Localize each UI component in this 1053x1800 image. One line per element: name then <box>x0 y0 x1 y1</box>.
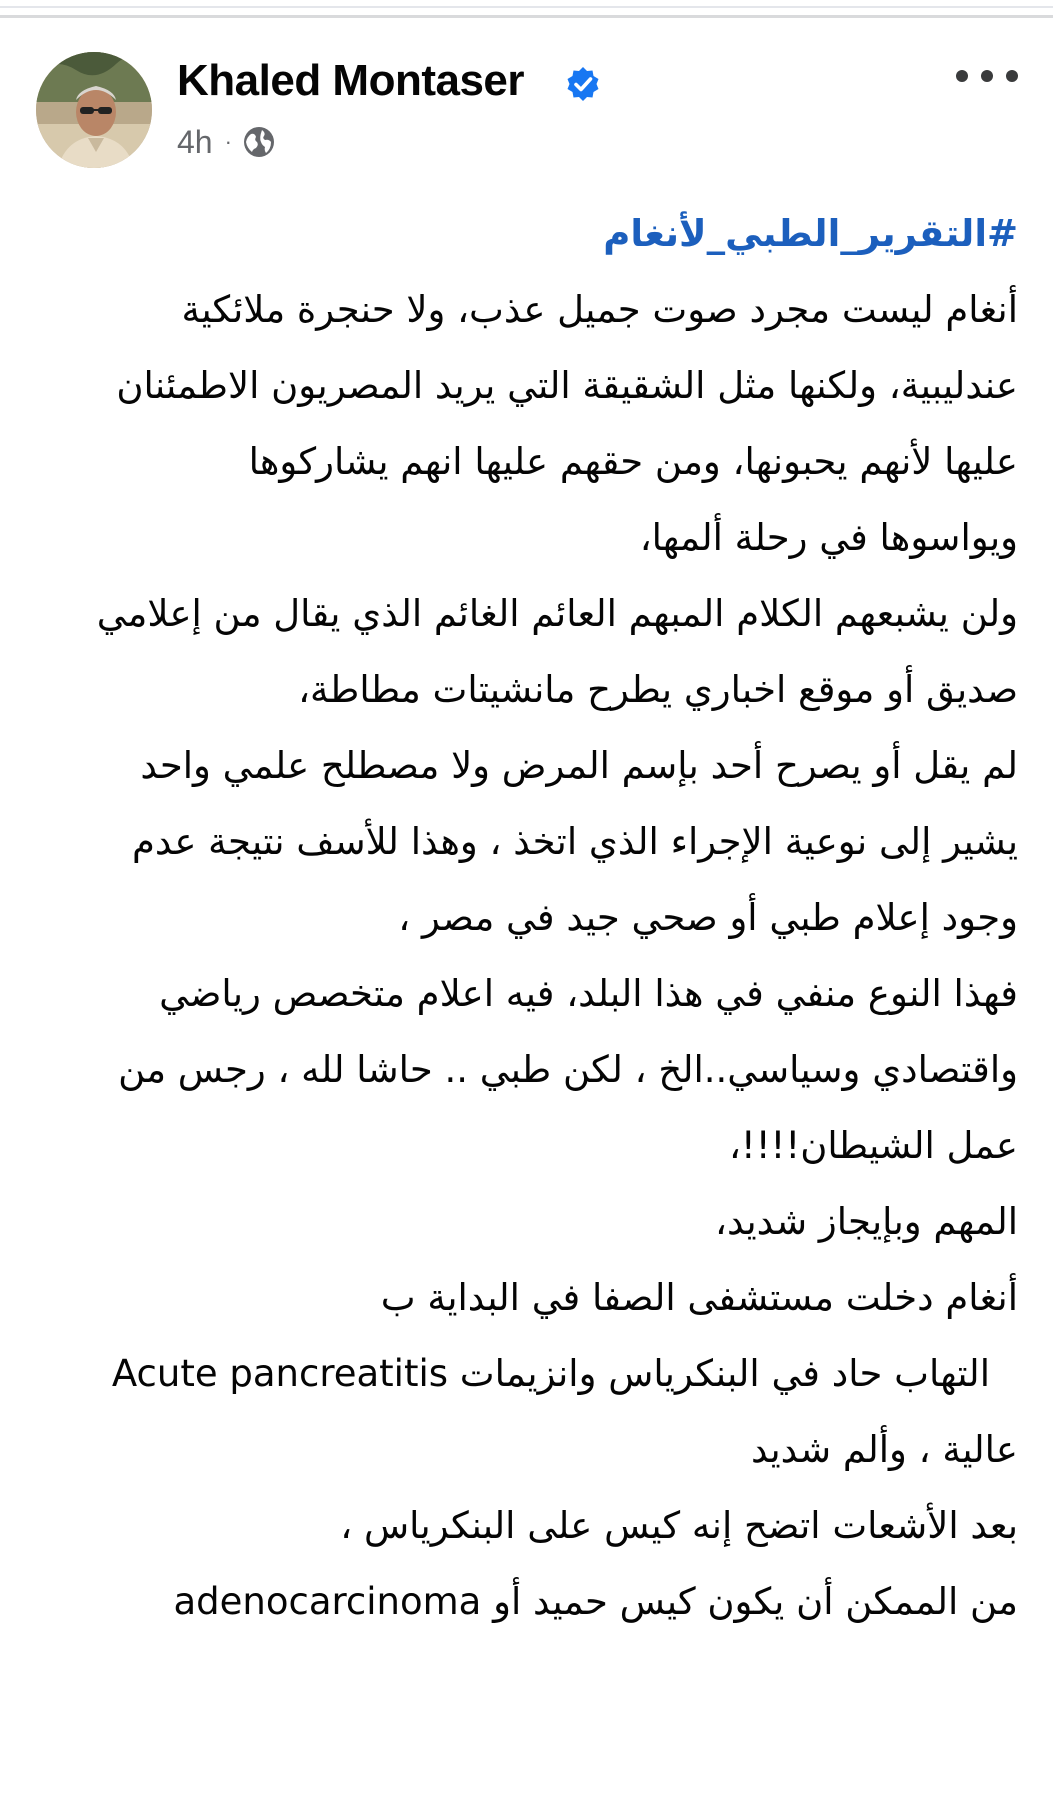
post-text-line: عالية ، وألم شديد <box>750 1428 1018 1471</box>
post-text-line: عليها لأنهم يحبونها، ومن حقهم عليها انهم يشاركوها <box>248 440 1018 483</box>
post-meta <box>177 120 276 164</box>
post-text-line: أنغام دخلت مستشفى الصفا في البداية ب <box>380 1276 1018 1319</box>
post-text-line: ولن يشبعهم الكلام المبهم العائم الغائم الذي يقال من إعلامي <box>96 592 1018 635</box>
more-options-button[interactable] <box>956 60 1018 92</box>
post-text-line: يشير إلى نوعية الإجراء الذي اتخذ ، وهذا للأسف نتيجة عدم <box>132 820 1018 863</box>
post-text-line: عندليبية، ولكنها مثل الشقيقة التي يريد المصريون الاطمئنان <box>116 364 1018 407</box>
post-text-line: عمل الشيطان!!!!، <box>728 1124 1018 1167</box>
author-name[interactable]: Khaled Montaser <box>177 56 525 105</box>
post-text-line: فهذا النوع منفي في هذا البلد، فيه اعلام متخصص رياضي <box>159 972 1018 1015</box>
meta-separator: · <box>224 129 232 154</box>
more-options-icon <box>956 70 968 82</box>
more-options-icon-dot <box>1006 70 1018 82</box>
post-text-line: التهاب حاد في البنكرياس وانزيمات Acute pancreatitis <box>111 1352 990 1395</box>
verified-badge-icon <box>565 66 601 102</box>
post-text-line: من الممكن أن يكون كيس حميد أو adenocarcinoma <box>173 1580 1018 1623</box>
post-text-line: وجود إعلام طبي أو صحي جيد في مصر ، <box>398 896 1018 939</box>
post-text-line: أنغام ليست مجرد صوت جميل عذب، ولا حنجرة ملائكية <box>181 288 1018 331</box>
post-text-line: واقتصادي وسياسي..الخ ، لكن طبي .. حاشا لله ، رجس من <box>118 1048 1018 1091</box>
avatar-image <box>36 52 152 168</box>
avatar[interactable] <box>36 52 152 168</box>
more-options-icon-dot <box>981 70 993 82</box>
top-divider <box>0 0 1053 18</box>
post-text-line: ويواسوها في رحلة ألمها، <box>639 516 1018 559</box>
post-header <box>36 52 1026 172</box>
post-text-line: لم يقل أو يصرح أحد بإسم المرض ولا مصطلح علمي واحد <box>140 744 1018 787</box>
post-text-line: بعد الأشعات اتضح إنه كيس على البنكرياس ، <box>340 1504 1018 1547</box>
post-body <box>28 196 1018 1640</box>
post-text-line: المهم وبإيجاز شديد، <box>715 1200 1018 1243</box>
globe-icon[interactable] <box>242 125 276 159</box>
post-timestamp[interactable]: 4h <box>177 123 213 160</box>
hashtag-link[interactable]: #التقرير_الطبي_لأنغام <box>603 212 1018 255</box>
post-text-line: صديق أو موقع اخباري يطرح مانشيتات مطاطة، <box>298 668 1018 711</box>
